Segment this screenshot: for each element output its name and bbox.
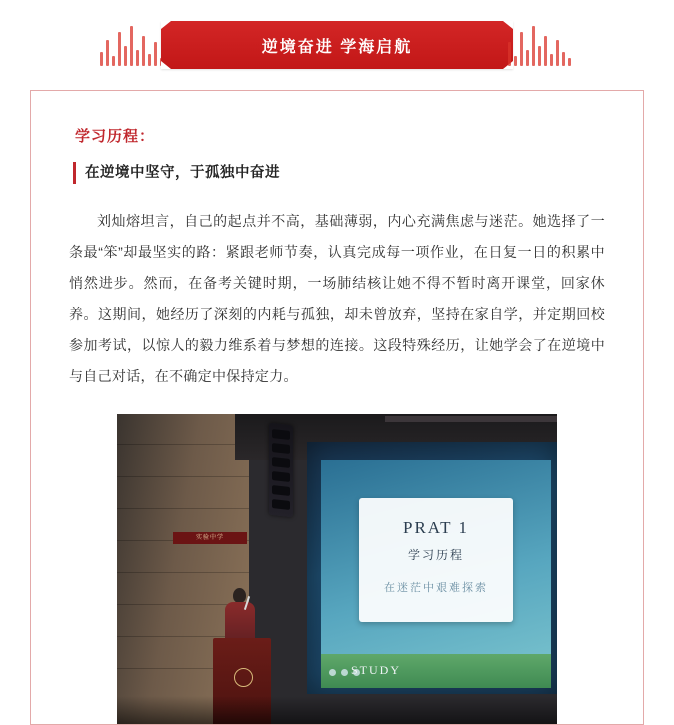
slide-footer-text: STUDY bbox=[351, 663, 402, 677]
sound-wave-decoration-left-icon bbox=[98, 14, 168, 74]
sound-wave-decoration-right-icon bbox=[506, 14, 576, 74]
photo-line-array-speaker bbox=[269, 423, 293, 518]
subtitle-text: 在逆境中坚守，于孤独中奋进 bbox=[85, 165, 280, 181]
slide-subtitle: 学习历程 bbox=[407, 548, 464, 562]
article-paragraph: 刘灿熔坦言，自己的起点并不高，基础薄弱，内心充满焦虑与迷茫。她选择了一条最“笨”却最坚实的路：紧跟老师节奏，认真完成每一项作业，在日复一日的积累中悄然进步。然而，在备考关键时期，一场肺结核让她不得不暂时离开课堂，回家休养。这期间，她经历了深刻的内耗与孤独，却未曾放弃，坚持在家自学，并定期回校参加考试，以惊人的毅力维系着与梦想的连接。这段特殊经历，让她学会了在逆境中与自己对话，在不确定中保持定力。 bbox=[69, 213, 605, 384]
lecture-photo bbox=[117, 414, 557, 724]
banner-title: 逆境奋进 学海启航 bbox=[261, 38, 413, 56]
photo-scene bbox=[117, 414, 557, 724]
slide-title: PRAT 1 bbox=[402, 518, 469, 537]
article-card bbox=[30, 90, 644, 725]
subtitle-accent-bar bbox=[73, 162, 76, 184]
photo-projection-screen bbox=[307, 442, 557, 694]
banner-plate bbox=[161, 21, 513, 69]
podium-banner-text: 实验中学 bbox=[173, 532, 247, 544]
page-header-banner bbox=[0, 0, 674, 90]
article-subtitle bbox=[73, 162, 607, 184]
slide-caption: 在迷茫中艰难探索 bbox=[384, 582, 488, 594]
section-label: 学习历程： bbox=[75, 128, 156, 145]
slide-card bbox=[359, 498, 513, 622]
